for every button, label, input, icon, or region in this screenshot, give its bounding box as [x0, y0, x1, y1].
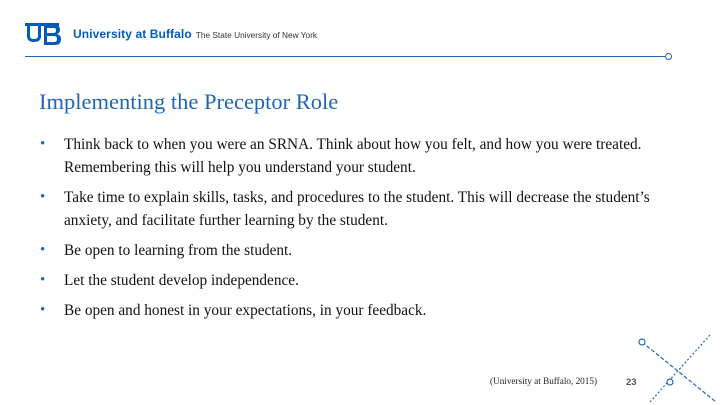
bullet-marker: • [40, 272, 46, 288]
university-logo [25, 20, 317, 48]
citation: (University at Buffalo, 2015) [490, 376, 597, 386]
bullet-marker: • [40, 302, 46, 318]
bullet-text: Think back to when you were an SRNA. Think about how you felt, and how you were treated. Remembering this will help you understand your student. [64, 136, 642, 176]
bullet-text: Let the student develop independence. [64, 272, 299, 289]
bullet-item [40, 133, 680, 179]
bullet-item [40, 299, 680, 322]
bullet-text: Be open to learning from the student. [64, 242, 293, 259]
bullet-item [40, 239, 680, 262]
decorative-lines-icon [630, 330, 720, 405]
divider-end-dot [665, 53, 672, 60]
bullet-text: Be open and honest in your expectations, in your feedback. [64, 302, 427, 319]
university-subtitle: The State University of New York [195, 29, 318, 40]
ub-logo-icon [25, 20, 69, 48]
bullet-item [40, 269, 680, 292]
slide-title: Implementing the Preceptor Role [39, 89, 339, 114]
bullet-marker: • [40, 242, 46, 258]
bullet-list [40, 133, 680, 329]
bullet-item [40, 186, 680, 232]
bullet-marker: • [40, 189, 46, 205]
bullet-text: Take time to explain skills, tasks, and procedures to the student. This will decrease the student’s anxiety, and facilitate further learning by the student. [64, 189, 650, 229]
header-divider [25, 56, 666, 57]
university-name: University at Buffalo [73, 27, 192, 41]
page-number: 23 [626, 377, 637, 388]
bullet-marker: • [40, 136, 46, 152]
